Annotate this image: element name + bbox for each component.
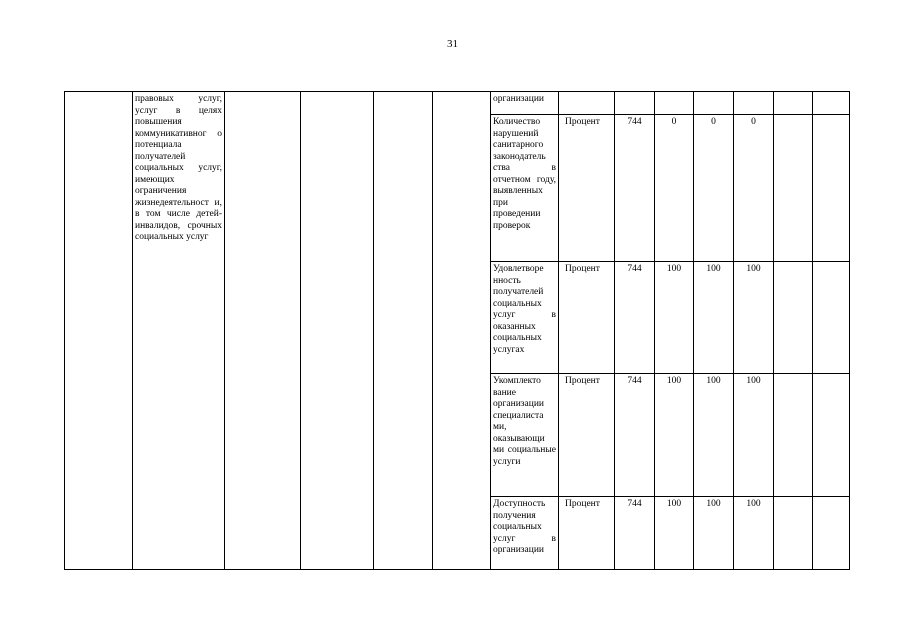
value-cell: 100	[734, 497, 774, 570]
services-table	[64, 91, 850, 570]
service-name-cell: правовых услуг, услуг в целях повышения коммуникативног о потенциала получателей социальных услуг, имеющих ограничения жизнедеятельност и, в том числе детей-инвалидов, срочных социальных услуг	[133, 92, 225, 570]
empty-cell	[774, 115, 813, 262]
value-cell: 100	[694, 262, 734, 374]
empty-cell	[774, 92, 813, 115]
value-cell: 100	[734, 374, 774, 497]
empty-cell	[813, 262, 850, 374]
value-cell: 100	[655, 374, 694, 497]
unit-cell: Процент	[559, 115, 615, 262]
indicator-cell: Количество нарушений санитарного законодатель ства в отчетном году, выявленных при проведении проверок	[491, 115, 559, 262]
empty-cell	[65, 92, 133, 570]
empty-cell	[225, 92, 301, 570]
code-cell: 744	[615, 374, 655, 497]
empty-cell	[774, 497, 813, 570]
page-number: 31	[447, 38, 458, 50]
value-cell	[694, 92, 734, 115]
empty-cell	[813, 374, 850, 497]
code-cell: 744	[615, 115, 655, 262]
value-cell	[734, 92, 774, 115]
indicator-cell: организации	[491, 92, 559, 115]
value-cell: 100	[694, 497, 734, 570]
indicator-cell: Удовлетворе нность получателей социальных услуг в оказанных социальных услугах	[491, 262, 559, 374]
indicator-cell: Укомплекто вание организации специалиста ми, оказывающи ми социальные услуги	[491, 374, 559, 497]
empty-cell	[774, 374, 813, 497]
value-cell: 100	[694, 374, 734, 497]
table-row	[65, 92, 850, 115]
unit-cell	[559, 92, 615, 115]
value-cell: 100	[655, 497, 694, 570]
unit-cell: Процент	[559, 497, 615, 570]
value-cell: 100	[655, 262, 694, 374]
empty-cell	[813, 497, 850, 570]
value-cell: 0	[655, 115, 694, 262]
code-cell	[615, 92, 655, 115]
value-cell: 0	[734, 115, 774, 262]
indicator-cell: Доступность получения социальных услуг в организации	[491, 497, 559, 570]
value-cell: 100	[734, 262, 774, 374]
empty-cell	[774, 262, 813, 374]
empty-cell	[813, 92, 850, 115]
value-cell	[655, 92, 694, 115]
empty-cell	[813, 115, 850, 262]
empty-cell	[433, 92, 491, 570]
unit-cell: Процент	[559, 262, 615, 374]
unit-cell: Процент	[559, 374, 615, 497]
code-cell: 744	[615, 497, 655, 570]
code-cell: 744	[615, 262, 655, 374]
empty-cell	[374, 92, 433, 570]
empty-cell	[301, 92, 374, 570]
value-cell: 0	[694, 115, 734, 262]
